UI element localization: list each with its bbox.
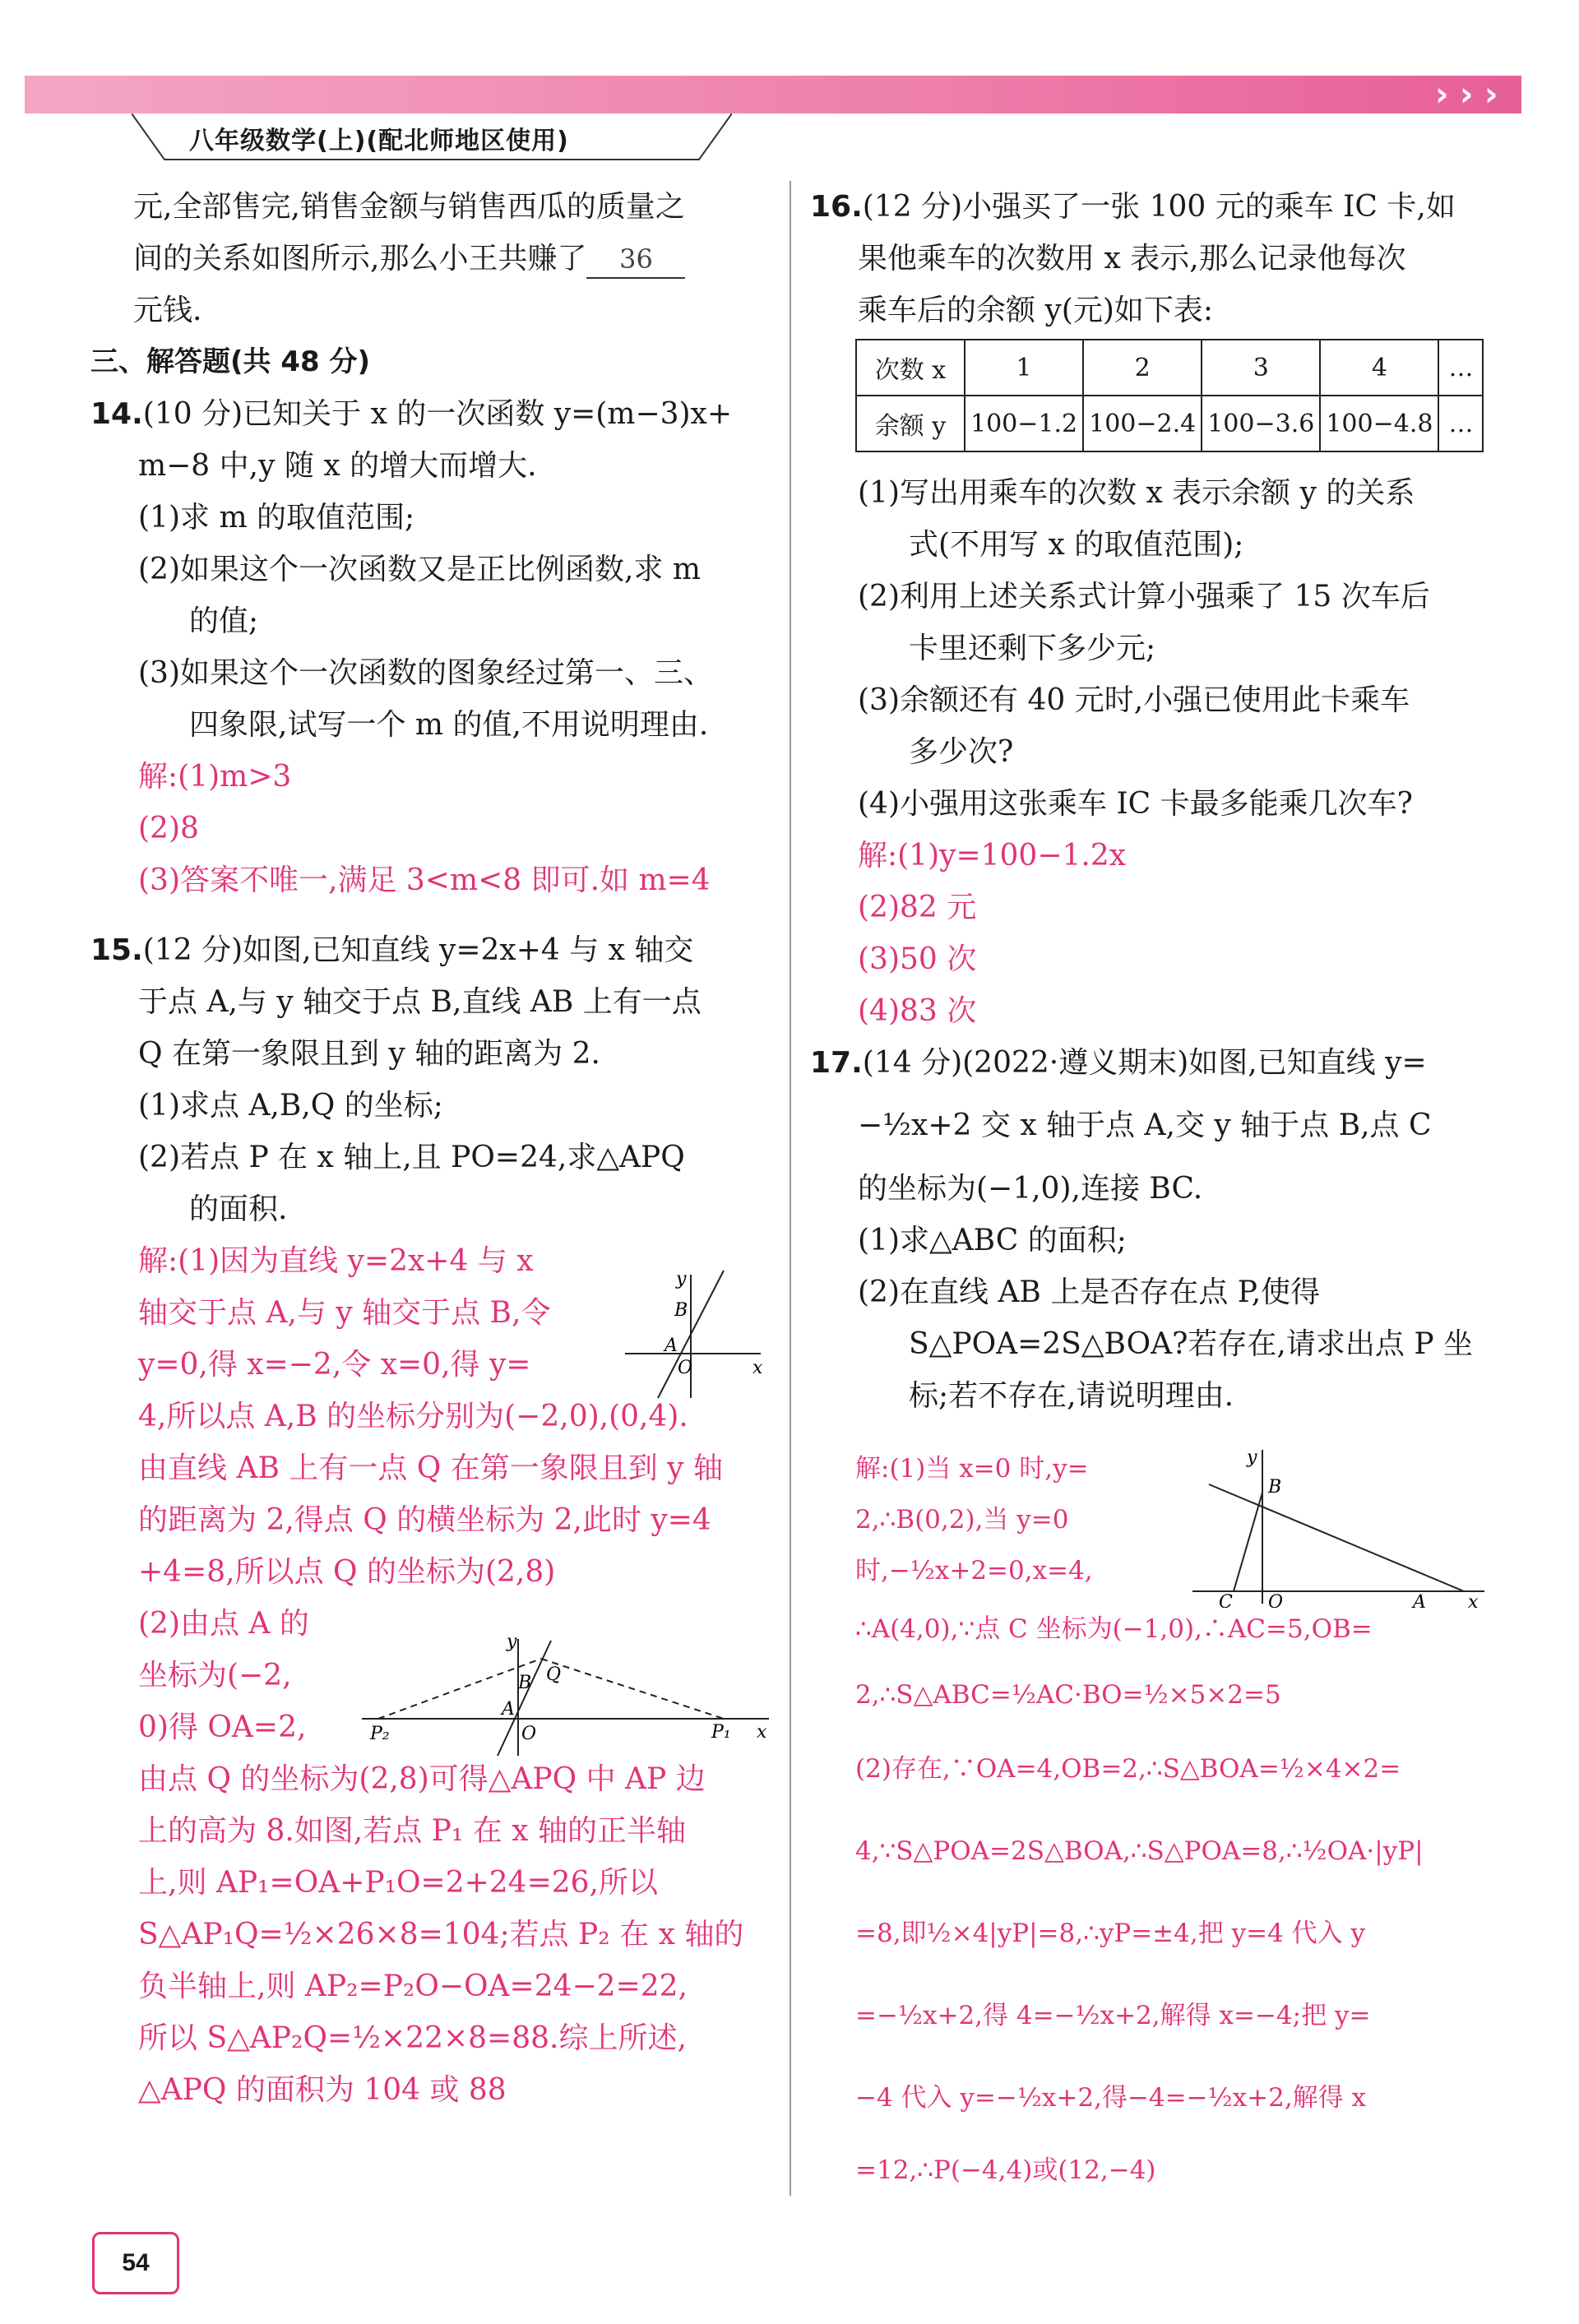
fig-label: y <box>676 1269 687 1289</box>
text-line: 乘车后的余额 y(元)如下表: <box>858 294 1214 327</box>
question-number: 16. <box>810 190 863 224</box>
question-number: 14. <box>90 397 143 431</box>
table-cell: … <box>1438 340 1483 396</box>
table-cell: 100−1.2 <box>965 396 1083 451</box>
part: (2)若点 P 在 x 轴上,且 PO=24,求△APQ <box>138 1141 685 1174</box>
answer: =12,∴P(−4,4)或(12,−4) <box>855 2155 1156 2185</box>
figure-line-abc <box>1184 1443 1489 1608</box>
answer: 由直线 AB 上有一点 Q 在第一象限且到 y 轴 <box>138 1451 723 1485</box>
answer: 解:(1)当 x=0 时,y= <box>855 1454 1089 1484</box>
answer: −4 代入 y=−½x+2,得−4=−½x+2,解得 x <box>855 2083 1367 2113</box>
answer: 解:(1)y=100−1.2x <box>858 839 1127 873</box>
fig-label: y <box>1247 1447 1257 1468</box>
fare-table <box>855 339 1484 452</box>
column-divider <box>790 181 791 2196</box>
text-line: −½x+2 交 x 轴于点 A,交 y 轴于点 B,点 C <box>858 1109 1432 1142</box>
text-line: 元,全部售完,销售金额与销售西瓜的质量之 <box>133 190 685 224</box>
figure-line-ab <box>617 1266 765 1406</box>
answer: =8,即½×4|yP|=8,∴yP=±4,把 y=4 代入 y <box>855 1919 1366 1948</box>
chevron-right-icon: › <box>1484 76 1498 113</box>
fig-label: C <box>1219 1592 1233 1608</box>
text-line: 间的关系如图所示,那么小王共赚了 36 <box>90 233 773 285</box>
text-line: m−8 中,y 随 x 的增大而增大. <box>138 449 537 483</box>
text-line: 的坐标为(−1,0),连接 BC. <box>858 1172 1203 1206</box>
question-14: 14.(10 分)已知关于 x 的一次函数 y=(m−3)x+ <box>90 397 733 431</box>
fig-label: O <box>1268 1592 1284 1608</box>
table-cell: 1 <box>965 340 1083 396</box>
answer: (2)存在,∵OA=4,OB=2,∴S△BOA=½×4×2= <box>855 1754 1401 1784</box>
answer: (4)83 次 <box>858 994 977 1028</box>
answer: 所以 S△AP₂Q=½×22×8=88.综上所述, <box>138 2021 687 2055</box>
part: 标;若不存在,请说明理由. <box>909 1379 1234 1413</box>
answer: +4=8,所以点 Q 的坐标为(2,8) <box>138 1555 556 1589</box>
page-number: 54 <box>92 2232 179 2294</box>
fig-label: x <box>752 1358 763 1378</box>
question-number: 17. <box>810 1046 863 1080</box>
table-cell: … <box>1438 396 1483 451</box>
fig-label: O <box>678 1358 693 1378</box>
answer: 解:(1)m>3 <box>138 760 292 794</box>
part: (1)求 m 的取值范围; <box>138 501 415 535</box>
answer: 2,∴B(0,2),当 y=0 <box>855 1505 1069 1535</box>
text-line: Q 在第一象限且到 y 轴的距离为 2. <box>138 1037 600 1071</box>
fig-label: O <box>521 1724 537 1744</box>
answer: △APQ 的面积为 104 或 88 <box>138 2073 507 2107</box>
part: (1)求△ABC 的面积; <box>858 1224 1127 1257</box>
figure-triangle-apq <box>345 1632 773 1764</box>
fig-label: y <box>507 1632 517 1652</box>
chevron-right-icon: › <box>1460 76 1474 113</box>
table-cell: 4 <box>1320 340 1438 396</box>
answer: y=0,得 x=−2,令 x=0,得 y= <box>138 1348 531 1382</box>
part: 式(不用写 x 的取值范围); <box>909 528 1244 562</box>
answer: (2)由点 A 的 <box>138 1607 309 1641</box>
fig-label: B <box>1268 1477 1282 1498</box>
part: 卡里还剩下多少元; <box>909 632 1156 665</box>
fig-label: A <box>664 1336 678 1356</box>
table-cell: 2 <box>1083 340 1202 396</box>
table-row <box>856 340 1483 396</box>
answer: 轴交于点 A,与 y 轴交于点 B,令 <box>138 1296 551 1330</box>
fig-label: P₁ <box>711 1722 731 1743</box>
table-cell: 3 <box>1202 340 1320 396</box>
part: (4)小强用这张乘车 IC 卡最多能乘几次车? <box>858 787 1413 821</box>
fig-label: Q <box>546 1664 562 1685</box>
header-title: 八年级数学(上)(配北师地区使用) <box>189 127 569 155</box>
table-header: 余额 y <box>856 396 965 451</box>
part: (2)在直线 AB 上是否存在点 P,使得 <box>858 1275 1321 1309</box>
answer: 坐标为(−2, <box>138 1659 292 1692</box>
answer: ∴A(4,0),∵点 C 坐标为(−1,0),∴AC=5,OB= <box>855 1614 1373 1644</box>
right-column <box>810 181 1501 336</box>
answer-blank: 36 <box>586 241 685 279</box>
header-band <box>25 76 1521 113</box>
part: (3)余额还有 40 元时,小强已使用此卡乘车 <box>858 683 1410 717</box>
text-line: 元钱. <box>133 294 202 327</box>
part: 的面积. <box>189 1192 288 1226</box>
answer: 0)得 OA=2, <box>138 1711 307 1744</box>
part: (1)求点 A,B,Q 的坐标; <box>138 1089 443 1123</box>
fig-label: x <box>757 1722 767 1743</box>
table-row <box>856 396 1483 451</box>
answer: 2,∴S△ABC=½AC·BO=½×5×2=5 <box>855 1680 1281 1710</box>
answer: (3)50 次 <box>858 942 977 976</box>
part: 多少次? <box>909 735 1014 769</box>
section-title: 三、解答题(共 48 分) <box>90 345 371 378</box>
answer: S△AP₁Q=½×26×8=104;若点 P₂ 在 x 轴的 <box>138 1918 744 1951</box>
answer: 由点 Q 的坐标为(2,8)可得△APQ 中 AP 边 <box>138 1762 706 1796</box>
part: (2)如果这个一次函数又是正比例函数,求 m <box>138 553 702 586</box>
part: (3)如果这个一次函数的图象经过第一、三、 <box>138 656 713 690</box>
table-cell: 100−2.4 <box>1083 396 1202 451</box>
answer: 4,∵S△POA=2S△BOA,∴S△POA=8,∴½OA·|yP| <box>855 1836 1424 1866</box>
question-15: 15.(12 分)如图,已知直线 y=2x+4 与 x 轴交 <box>90 933 694 967</box>
answer: =−½x+2,得 4=−½x+2,解得 x=−4;把 y= <box>855 2001 1371 2030</box>
part: 的值; <box>189 604 259 638</box>
answer: 上,则 AP₁=OA+P₁O=2+24=26,所以 <box>138 1866 659 1900</box>
answer: (3)答案不唯一,满足 3<m<8 即可.如 m=4 <box>138 863 711 897</box>
fig-label: A <box>502 1699 515 1720</box>
answer: 解:(1)因为直线 y=2x+4 与 x <box>138 1244 534 1278</box>
answer: (2)8 <box>138 812 199 845</box>
part: 四象限,试写一个 m 的值,不用说明理由. <box>189 708 709 742</box>
left-column <box>90 181 773 2116</box>
answer: 负半轴上,则 AP₂=P₂O−OA=24−2=22, <box>138 1970 688 2003</box>
answer: 时,−½x+2=0,x=4, <box>855 1556 1093 1586</box>
fig-label: B <box>674 1300 688 1321</box>
right-column-cont <box>810 467 1501 1422</box>
table-header: 次数 x <box>856 340 965 396</box>
part: (2)利用上述关系式计算小强乘了 15 次车后 <box>858 580 1430 613</box>
fig-label: A <box>1413 1592 1426 1608</box>
table-cell: 100−4.8 <box>1320 396 1438 451</box>
answer: 的距离为 2,得点 Q 的横坐标为 2,此时 y=4 <box>138 1503 711 1537</box>
fig-label: x <box>1468 1592 1479 1608</box>
answer: (2)82 元 <box>858 891 977 924</box>
fig-label: B <box>518 1673 532 1693</box>
chevron-right-icon: › <box>1435 76 1449 113</box>
fig-label: P₂ <box>370 1724 390 1744</box>
question-number: 15. <box>90 933 143 967</box>
text-line: 果他乘车的次数用 x 表示,那么记录他每次 <box>858 242 1406 275</box>
table-cell: 100−3.6 <box>1202 396 1320 451</box>
question-16: 16.(12 分)小强买了一张 100 元的乘车 IC 卡,如 <box>810 190 1456 224</box>
answer: 上的高为 8.如图,若点 P₁ 在 x 轴的正半轴 <box>138 1814 686 1848</box>
part: (1)写出用乘车的次数 x 表示余额 y 的关系 <box>858 476 1415 510</box>
question-17: 17.(14 分)(2022·遵义期末)如图,已知直线 y= <box>810 1046 1427 1080</box>
part: S△POA=2S△BOA?若存在,请求出点 P 坐 <box>909 1327 1473 1361</box>
answer: 4,所以点 A,B 的坐标分别为(−2,0),(0,4). <box>138 1400 688 1433</box>
text-line: 于点 A,与 y 轴交于点 B,直线 AB 上有一点 <box>138 985 702 1019</box>
